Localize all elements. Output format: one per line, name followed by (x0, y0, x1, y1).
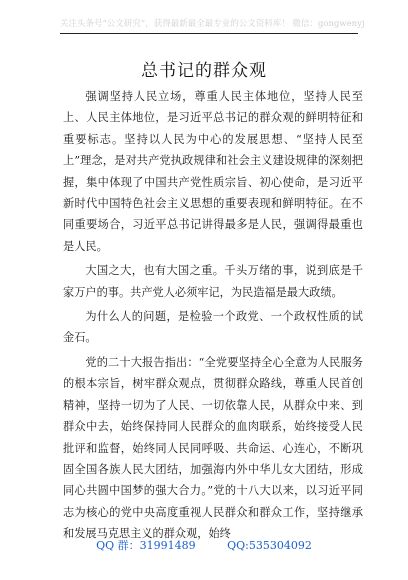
footer-qq: QQ:535304092 (227, 539, 312, 552)
paragraph: 党的二十大报告指出：“全党要坚持全心全意为人民服务的根本宗旨，树牢群众观点，贯彻群众路线，尊重人民首创精神，坚持一切为了人民、一切依靠人民，从群众中来、到群众中去，始终保持同人民群众的血肉联系，始终接受人民批评和监督，始终同人民同呼吸、共命运、心连心，不断巩固全国各族人民大团结，加强海内外中华儿女大团结，形成同心共圆中国梦的强大合力。”党的十八大以来，以习近平同志为核心的党中央高度重视人民群众和群众工作，坚持继承和发展马克思主义的群众观，始终 (63, 355, 363, 541)
footer-qq-group: QQ 群：31991489 (96, 539, 196, 552)
page-footer (0, 537, 408, 553)
document-body (63, 86, 363, 548)
paragraph: 大国之大，也有大国之重。千头万绪的事，说到底是千家万户的事。共产党人必须牢记，为民造福是最大政绩。 (63, 264, 363, 299)
page-header: 关注头条号“公文研究”，获得最新最全最专业的公文资料库！ 微信：gongwenyj (60, 17, 358, 34)
paragraph: 为什么人的问题，是检验一个政党、一个政权性质的试金石。 (63, 310, 363, 345)
document-title: 总书记的群众观 (141, 61, 267, 81)
paragraph: 强调坚持人民立场，尊重人民主体地位，坚持人民至上、人民主体地位，是习近平总书记的群众观的鲜明特征和重要标志。坚持以人民为中心的发展思想、“坚持人民至上”理念，是对共产党执政规律和社会主义建设规律的深刻把握，集中体现了中国共产党性质宗旨、初心使命，是习近平新时代中国特色社会主义思想的重要表现和鲜明特征。在不同重要场合，习近平总书记讲得最多是人民，强调得最重也是人民。 (63, 90, 363, 253)
